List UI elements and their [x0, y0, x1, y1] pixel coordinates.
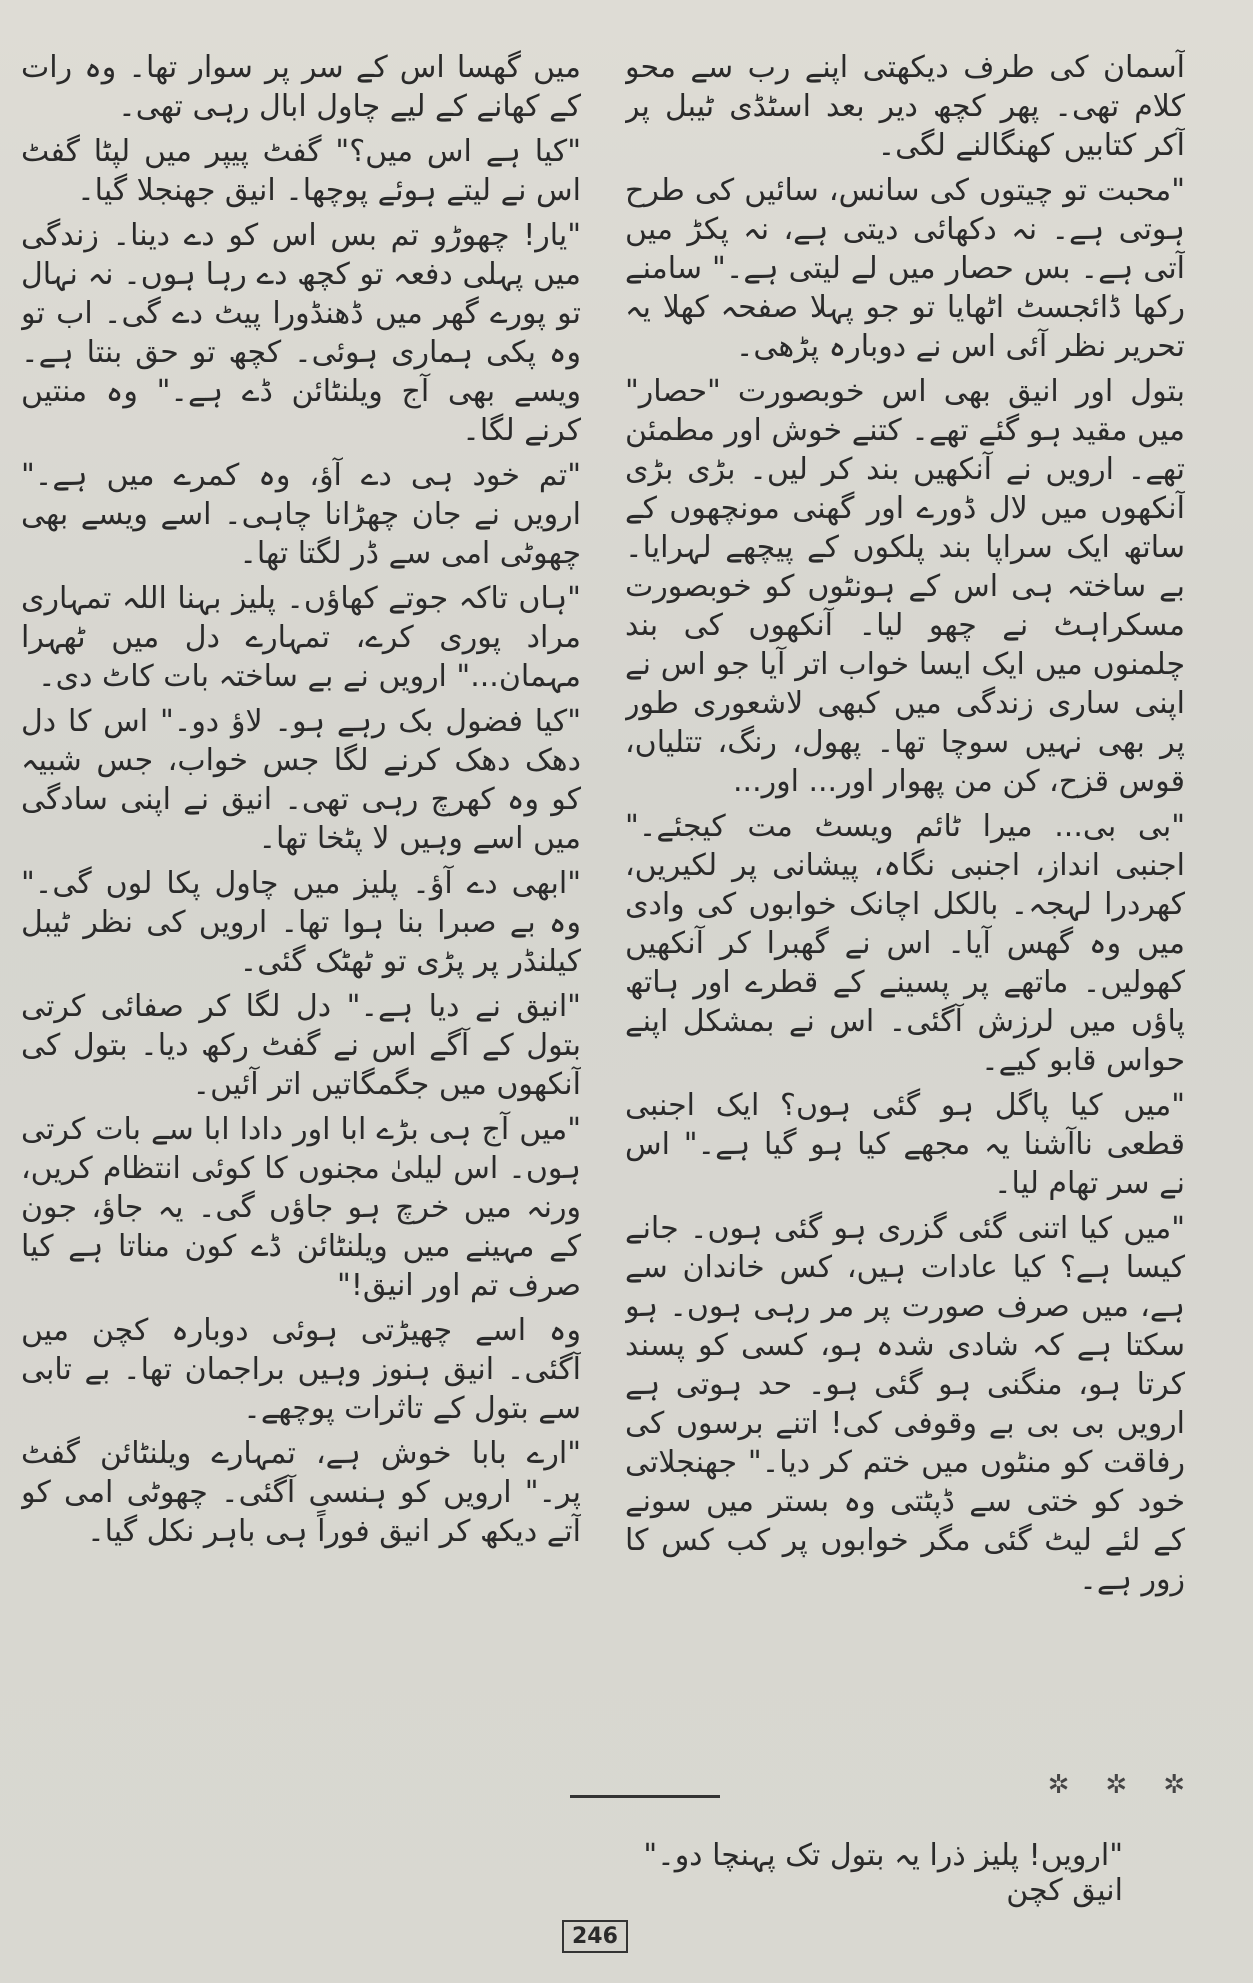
paragraph: میں گھسا اس کے سر پر سوار تھا۔ وہ رات کے کھانے کے لیے چاول ابال رہی تھی۔ — [21, 50, 581, 124]
paragraph: آسمان کی طرف دیکھتی اپنے رب سے محو کلام تھی۔ پھر کچھ دیر بعد اسٹڈی ٹیبل پر آکر کتابیں کھنگالنے لگی۔ — [625, 50, 1185, 163]
paragraph: "کیا ہے اس میں؟" گفٹ پیپر میں لپٹا گفٹ اس نے لیتے ہوئے پوچھا۔ انیق جھنجلا گیا۔ — [21, 134, 581, 208]
star-ornaments — [1048, 1770, 1185, 1800]
paragraph: "ہاں تاکہ جوتے کھاؤں۔ پلیز بہنا اللہ تمہاری مراد پوری کرے، تمہارے دل میں ٹھہرا مہمان..." ارویں نے بے ساختہ بات کاٹ دی۔ — [21, 581, 581, 694]
paragraph: وہ اسے چھیڑتی ہوئی دوبارہ کچن میں آگئی۔ انیق ہنوز وہیں براجمان تھا۔ بے تابی سے بتول کے تاثرات پوچھے۔ — [21, 1313, 581, 1426]
right-column — [625, 48, 1185, 1698]
paragraph: "یار! چھوڑو تم بس اس کو دے دینا۔ زندگی میں پہلی دفعہ تو کچھ دے رہا ہوں۔ نہ نہال تو پورے گھر میں ڈھنڈورا پیٹ دے گی۔ اب تو وہ پکی ہماری ہوئی۔ کچھ تو حق بنتا ہے۔ ویسے بھی آج ویلنٹائن ڈے ہے۔" وہ منتیں کرنے لگا۔ — [21, 218, 581, 448]
paragraph: "محبت تو چیتوں کی سانس، سائیں کی طرح ہوتی ہے۔ نہ دکھائی دیتی ہے، نہ پکڑ میں آتی ہے۔ بس حصار میں لے لیتی ہے۔" سامنے رکھا ڈائجسٹ اٹھایا تو جو پہلا صفحہ کھلا یہ تحریر نظر آئی اس نے دوبارہ پڑھی۔ — [625, 173, 1185, 364]
star-icon: ✲ — [1163, 1770, 1185, 1800]
paragraph: "بی بی... میرا ٹائم ویسٹ مت کیجئے۔" اجنبی انداز، اجنبی نگاہ، پیشانی پر لکیریں، کھردرا لہجہ۔ بالکل اچانک خوابوں کی وادی میں وہ گھس آیا۔ اس نے گھبرا کر آنکھیں کھولیں۔ ماتھے پر پسینے کے قطرے اور ہاتھ پاؤں میں لرزش آگئی۔ اس نے بمشکل اپنے حواس قابو کیے۔ — [625, 809, 1185, 1078]
paragraph: "ابھی دے آؤ۔ پلیز میں چاول پکا لوں گی۔" وہ بے صبرا بنا ہوا تھا۔ ارویں کی نظر ٹیبل کیلنڈر پر پڑی تو ٹھٹک گئی۔ — [21, 866, 581, 979]
continuation-line: "ارویں! پلیز ذرا یہ بتول تک پہنچا دو۔" انیق کچن — [643, 1838, 1123, 1908]
paragraph: "میں کیا پاگل ہو گئی ہوں؟ ایک اجنبی قطعی ناآشنا یہ مجھے کیا ہو گیا ہے۔" اس نے سر تھام لیا۔ — [625, 1088, 1185, 1201]
paragraph: "انیق نے دیا ہے۔" دل لگا کر صفائی کرتی بتول کے آگے اس نے گفٹ رکھ دیا۔ بتول کی آنکھوں میں جگمگاتیں اتر آئیں۔ — [21, 989, 581, 1102]
star-icon: ✲ — [1047, 1770, 1070, 1800]
divider-rule — [570, 1795, 720, 1798]
paragraph: "کیا فضول بک رہے ہو۔ لاؤ دو۔" اس کا دل دھک دھک کرنے لگا جس خواب، جس شبیہ کو وہ کھرچ رہی تھی۔ انیق نے اپنی سادگی میں اسے وہیں لا پٹخا تھا۔ — [21, 704, 581, 856]
left-column — [21, 48, 581, 1828]
star-icon: ✲ — [1105, 1770, 1128, 1800]
paragraph: "ارے بابا خوش ہے، تمہارے ویلنٹائن گفٹ پر۔" ارویں کو ہنسی آگئی۔ چھوٹی امی کو آتے دیکھ کر انیق فوراً ہی باہر نکل گیا۔ — [21, 1436, 581, 1549]
paragraph: "تم خود ہی دے آؤ، وہ کمرے میں ہے۔" ارویں نے جان چھڑانا چاہی۔ اسے ویسے بھی چھوٹی امی سے ڈر لگتا تھا۔ — [21, 458, 581, 571]
paragraph: "میں کیا اتنی گئی گزری ہو گئی ہوں۔ جانے کیسا ہے؟ کیا عادات ہیں، کس خاندان سے ہے، میں صرف صورت پر مر رہی ہوں۔ ہو سکتا ہے کہ شادی شدہ ہو، کسی کو پسند کرتا ہو، منگنی ہو گئی ہو۔ حد ہوتی ہے ارویں بی بی بے وقوفی کی! اتنے برسوں کی رفاقت کو منٹوں میں ختم کر دیا۔" جھنجلاتی خود کو ختی سے ڈپٹتی وہ بستر میں سونے کے لئے لیٹ گئی مگر خوابوں پر کب کس کا زور ہے۔ — [625, 1211, 1185, 1597]
paragraph: "میں آج ہی بڑے ابا اور دادا ابا سے بات کرتی ہوں۔ اس لیلیٰ مجنوں کا کوئی انتظام کریں، ورنہ میں خرچ ہو جاؤں گی۔ یہ جاؤ، جون کے مہینے میں ویلنٹائن ڈے کون مناتا ہے کیا صرف تم اور انیق!" — [21, 1112, 581, 1303]
paragraph: بتول اور انیق بھی اس خوبصورت "حصار" میں مقید ہو گئے تھے۔ کتنے خوش اور مطمئن تھے۔ ارویں نے آنکھیں بند کر لیں۔ بڑی بڑی آنکھوں میں لال ڈورے اور گھنی مونچھوں کے ساتھ ایک سراپا بند پلکوں کے پیچھے لہرایا۔ بے ساختہ ہی اس کے ہونٹوں کو خوبصورت مسکراہٹ نے چھو لیا۔ آنکھوں کی بند چلمنوں میں ایک ایسا خواب اتر آیا جو اس نے اپنی ساری زندگی میں کبھی لاشعوری طور پر بھی نہیں سوچا تھا۔ پھول، رنگ، تتلیاں، قوس قزح، کن من پھوار اور... اور... — [625, 374, 1185, 799]
page-number: 246 — [562, 1920, 628, 1953]
